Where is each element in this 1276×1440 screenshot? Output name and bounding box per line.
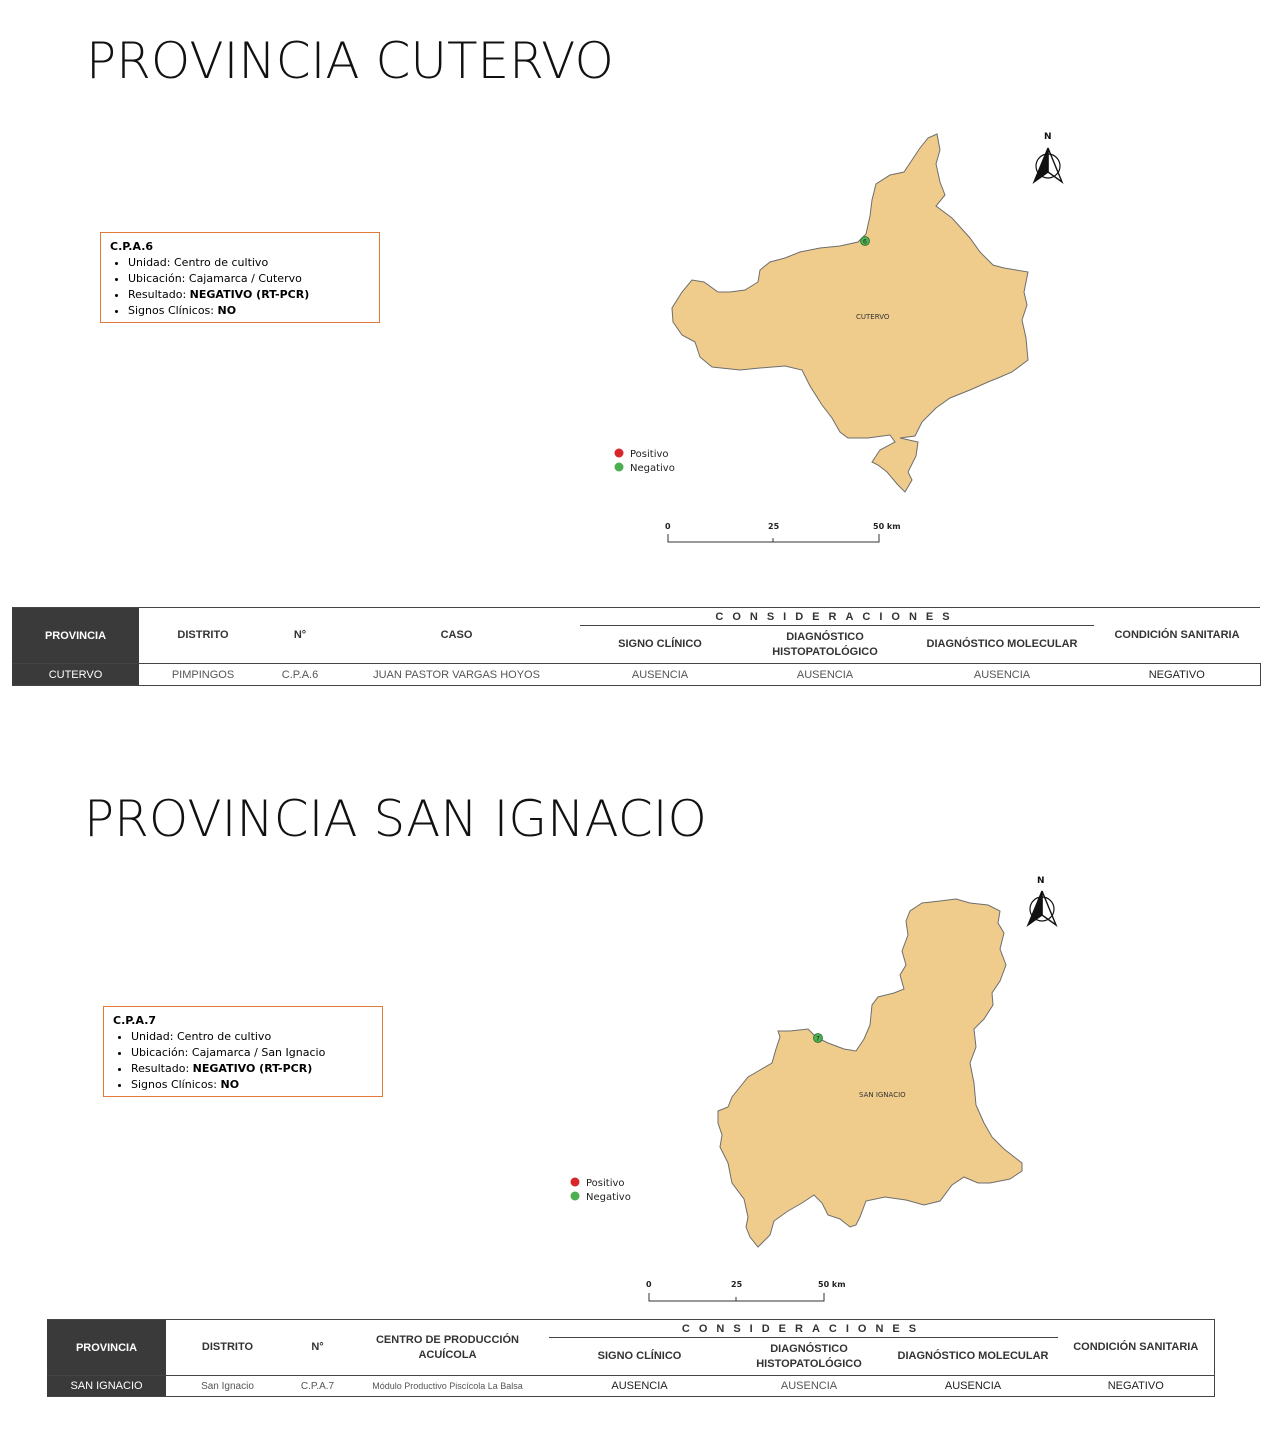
info-item-ubicacion: • Ubicación: Cajamarca / San Ignacio xyxy=(131,1045,374,1061)
region-label-cutervo: CUTERVO xyxy=(856,313,890,321)
section-title-san-ignacio: PROVINCIA SAN IGNACIO xyxy=(84,790,707,848)
map-legend xyxy=(615,449,675,475)
legend-negativo-label: Negativo xyxy=(586,1192,631,1203)
header-numero: N° xyxy=(293,629,307,641)
svg-text:25: 25 xyxy=(768,522,780,531)
sample-point-label: 7 xyxy=(816,1035,820,1043)
cell-histo: AUSENCIA xyxy=(780,1380,838,1392)
region-san-ignacio xyxy=(718,899,1022,1247)
info-item-resultado: • Resultado: NEGATIVO (RT-PCR) xyxy=(128,287,371,303)
info-item-unidad: • Unidad: Centro de cultivo xyxy=(131,1029,374,1045)
map-legend xyxy=(571,1178,631,1204)
info-box-cpa7 xyxy=(103,1006,383,1097)
header-condicion: CONDICIÓN SANITARIA xyxy=(1114,629,1240,641)
header-molecular: DIAGNÓSTICO MOLECULAR xyxy=(926,638,1078,650)
header-distrito: DISTRITO xyxy=(201,1341,254,1353)
header-molecular: DIAGNÓSTICO MOLECULAR xyxy=(897,1350,1049,1362)
legend-positivo-icon xyxy=(571,1178,580,1187)
header-consideraciones: CONSIDERACIONES xyxy=(549,1320,1058,1338)
header-provincia: PROVINCIA xyxy=(47,1320,166,1376)
results-table-san-ignacio xyxy=(47,1319,1215,1397)
legend-positivo-label: Positivo xyxy=(586,1178,625,1189)
header-signo: SIGNO CLÍNICO xyxy=(618,638,702,650)
cell-signo: AUSENCIA xyxy=(611,1380,668,1392)
header-condicion: CONDICIÓN SANITARIA xyxy=(1058,1320,1214,1376)
cell-distrito: PIMPINGOS xyxy=(171,668,235,681)
info-item-resultado: • Resultado: NEGATIVO (RT-PCR) xyxy=(131,1061,374,1077)
cell-caso: JUAN PASTOR VARGAS HOYOS xyxy=(373,668,540,681)
info-box-header: C.P.A.6 xyxy=(110,240,154,253)
scale-bar xyxy=(665,522,901,542)
svg-text:0: 0 xyxy=(646,1280,652,1289)
cell-histo: AUSENCIA xyxy=(796,668,854,681)
sample-point-label: 6 xyxy=(863,238,867,246)
map-cutervo xyxy=(600,120,1080,550)
legend-positivo-label: Positivo xyxy=(630,449,669,460)
header-histo: DIAGNÓSTICO HISTOPATOLÓGICO xyxy=(772,630,878,658)
header-numero: N° xyxy=(311,1341,324,1353)
svg-text:N: N xyxy=(1037,876,1045,886)
cell-condicion: NEGATIVO xyxy=(1094,664,1260,686)
svg-text:0: 0 xyxy=(665,522,671,531)
legend-negativo-icon xyxy=(615,463,624,472)
table-row xyxy=(47,1376,1214,1397)
region-cutervo xyxy=(672,134,1028,492)
header-provincia: PROVINCIA xyxy=(12,608,139,664)
header-centro: CENTRO DE PRODUCCIÓN ACUÍCOLA xyxy=(375,1333,519,1361)
svg-text:25: 25 xyxy=(731,1280,743,1289)
svg-text:50 km: 50 km xyxy=(873,522,901,531)
cell-provincia: SAN IGNACIO xyxy=(47,1376,166,1397)
cell-signo: AUSENCIA xyxy=(631,668,689,681)
cell-numero: C.P.A.6 xyxy=(281,668,319,681)
cell-molecular: AUSENCIA xyxy=(973,668,1031,681)
header-caso: CASO xyxy=(440,629,473,641)
results-table-cutervo xyxy=(12,607,1261,686)
info-item-signos: • Signos Clínicos: NO xyxy=(128,303,371,319)
svg-text:50 km: 50 km xyxy=(818,1280,846,1289)
table-row xyxy=(12,664,1260,686)
legend-negativo-label: Negativo xyxy=(630,463,675,474)
info-box-header: C.P.A.7 xyxy=(113,1014,157,1027)
cell-condicion: NEGATIVO xyxy=(1058,1376,1214,1397)
cell-centro: Módulo Productivo Piscícola La Balsa xyxy=(372,1381,523,1391)
scale-bar xyxy=(646,1280,846,1301)
north-arrow-icon xyxy=(1034,132,1062,182)
legend-negativo-icon xyxy=(571,1192,580,1201)
cell-numero: C.P.A.7 xyxy=(300,1380,335,1392)
cell-provincia: CUTERVO xyxy=(12,664,139,686)
section-title-cutervo: PROVINCIA CUTERVO xyxy=(86,32,614,90)
map-san-ignacio xyxy=(560,865,1080,1305)
cell-distrito: San Ignacio xyxy=(201,1380,254,1392)
cell-molecular: AUSENCIA xyxy=(944,1380,1002,1392)
region-label-san-ignacio: SAN IGNACIO xyxy=(859,1091,906,1099)
info-box-cpa6 xyxy=(100,232,380,323)
info-item-signos: • Signos Clínicos: NO xyxy=(131,1077,374,1093)
legend-positivo-icon xyxy=(615,449,624,458)
info-item-unidad: • Unidad: Centro de cultivo xyxy=(128,255,371,271)
header-signo: SIGNO CLÍNICO xyxy=(597,1350,682,1362)
svg-text:N: N xyxy=(1044,132,1052,142)
header-histo: DIAGNÓSTICO HISTOPATOLÓGICO xyxy=(756,1342,862,1370)
header-consideraciones: CONSIDERACIONES xyxy=(580,608,1094,626)
north-arrow-icon xyxy=(1028,876,1056,925)
header-distrito: DISTRITO xyxy=(177,629,229,641)
info-item-ubicacion: • Ubicación: Cajamarca / Cutervo xyxy=(128,271,371,287)
